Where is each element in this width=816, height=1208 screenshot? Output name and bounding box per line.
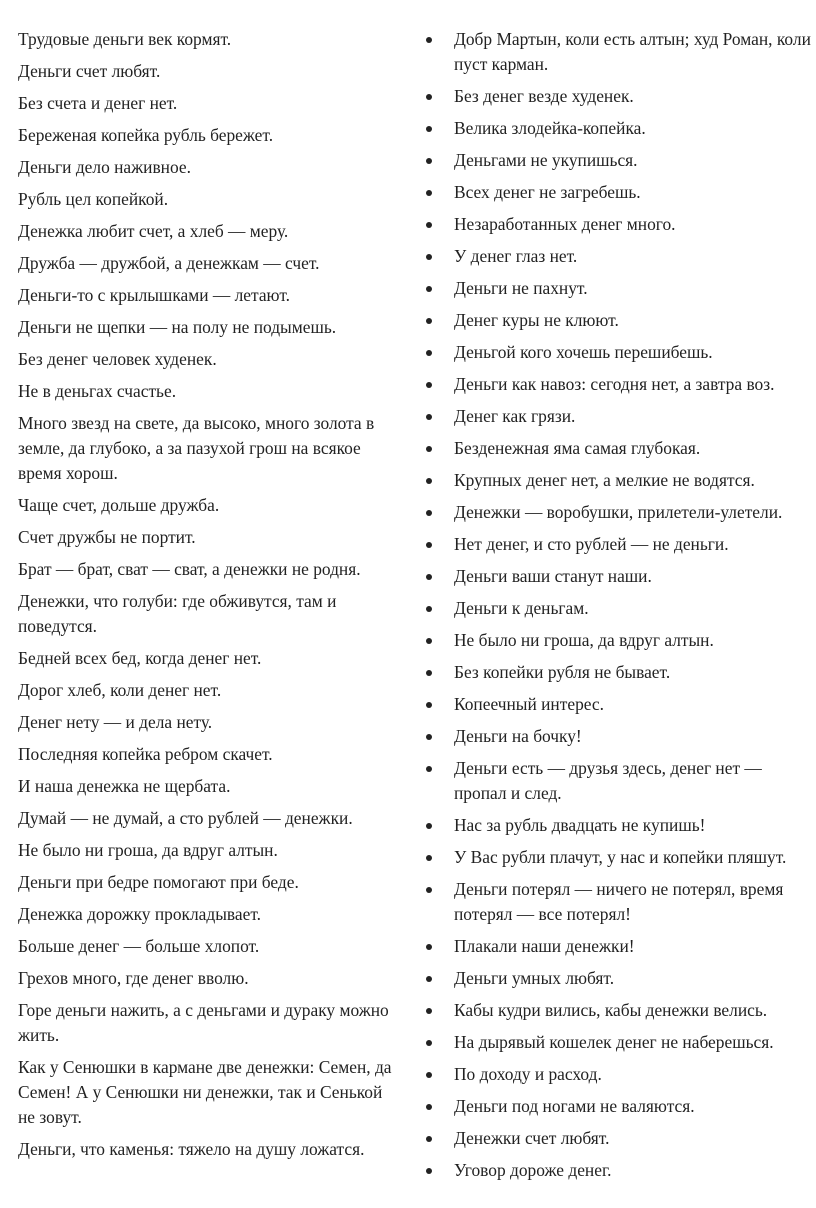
proverb-line: Как у Сенюшки в кармане две денежки: Семен, да Семен! А у Сенюшки ни денежки, так и Сенькой не зовут. (18, 1057, 392, 1127)
bullet-icon (426, 37, 432, 43)
proverb-text: У Вас рубли плачут, у нас и копейки пляшут. (454, 847, 787, 867)
list-item (426, 500, 811, 525)
bullet-icon (426, 638, 432, 644)
proverb-line: Денежка любит счет, а хлеб — меру. (18, 221, 289, 241)
proverb-line: Трудовые деньги век кормят. (18, 29, 232, 49)
proverb-text: Деньги потерял — ничего не потерял, время потерял — все потерял! (454, 879, 784, 924)
proverb-text: Деньги как навоз: сегодня нет, а завтра воз. (454, 374, 775, 394)
bullet-icon (426, 542, 432, 548)
list-item (426, 436, 811, 461)
proverb-text: По доходу и расход. (454, 1064, 602, 1084)
bullet-icon (426, 478, 432, 484)
proverb-line: Горе деньги нажить, а с деньгами и дураку можно жить. (18, 1000, 389, 1045)
proverb-line: Рубль цел копейкой. (18, 189, 169, 209)
bullet-icon (426, 446, 432, 452)
proverb-text: Незаработанных денег много. (454, 214, 676, 234)
proverb-text: Денег как грязи. (454, 406, 576, 426)
bullet-icon (426, 1168, 432, 1174)
bullet-icon (426, 670, 432, 676)
proverb-line: Бедней всех бед, когда денег нет. (18, 648, 262, 668)
bullet-icon (426, 94, 432, 100)
proverb-text: Добр Мартын, коли есть алтын; худ Роман, коли пуст карман. (454, 29, 811, 74)
bullet-icon (426, 222, 432, 228)
list-item (426, 276, 811, 301)
proverb-text: Копеечный интерес. (454, 694, 604, 714)
proverb-line: Денежки, что голуби: где обживутся, там и поведутся. (18, 591, 337, 636)
proverb-line: Не было ни гроша, да вдруг алтын. (18, 840, 278, 860)
proverb-text: Деньги не пахнут. (454, 278, 588, 298)
proverb-line: Денег нету — и дела нету. (18, 712, 213, 732)
proverb-text: Безденежная яма самая глубокая. (454, 438, 701, 458)
proverb-line: Денежка дорожку прокладывает. (18, 904, 261, 924)
list-item (426, 27, 811, 77)
list-item (426, 692, 811, 717)
bullet-icon (426, 766, 432, 772)
proverb-text: Деньгой кого хочешь перешибешь. (454, 342, 713, 362)
proverb-line: Деньги при бедре помогают при беде. (18, 872, 299, 892)
proverb-text: У денег глаз нет. (454, 246, 578, 266)
bullet-icon (426, 734, 432, 740)
proverb-line: Береженая копейка рубль бережет. (18, 125, 274, 145)
list-item (426, 966, 811, 991)
bullet-icon (426, 823, 432, 829)
bullet-icon (426, 286, 432, 292)
proverb-line: Грехов много, где денег вволю. (18, 968, 249, 988)
bullet-icon (426, 976, 432, 982)
proverb-text: Нас за рубль двадцать не купишь! (454, 815, 706, 835)
proverbs-left-column (18, 27, 398, 1169)
proverb-line: Дорог хлеб, коли денег нет. (18, 680, 222, 700)
bullet-icon (426, 574, 432, 580)
proverb-line: Чаще счет, дольше дружба. (18, 495, 220, 515)
bullet-icon (426, 1072, 432, 1078)
proverb-line: Думай — не думай, а сто рублей — денежки. (18, 808, 353, 828)
proverb-text: Деньги есть — друзья здесь, денег нет — пропал и след. (454, 758, 762, 803)
proverb-line: Деньги счет любят. (18, 61, 161, 81)
list-item (426, 148, 811, 173)
proverb-text: Плакали наши денежки! (454, 936, 635, 956)
bullet-icon (426, 1136, 432, 1142)
proverb-text: Не было ни гроша, да вдруг алтын. (454, 630, 714, 650)
list-item (426, 628, 811, 653)
list-item (426, 934, 811, 959)
list-item (426, 84, 811, 109)
proverb-line: Больше денег — больше хлопот. (18, 936, 260, 956)
bullet-icon (426, 702, 432, 708)
list-item (426, 596, 811, 621)
list-item (426, 404, 811, 429)
proverb-text: Денежки — воробушки, прилетели-улетели. (454, 502, 783, 522)
list-item (426, 845, 811, 870)
list-item (426, 756, 811, 806)
list-item (426, 877, 811, 927)
proverb-text: Деньги на бочку! (454, 726, 582, 746)
bullet-icon (426, 158, 432, 164)
list-item (426, 340, 811, 365)
list-item (426, 1062, 811, 1087)
proverb-line: Деньги-то с крылышками — летают. (18, 285, 290, 305)
proverb-text: Деньги ваши станут наши. (454, 566, 652, 586)
bullet-icon (426, 126, 432, 132)
proverb-line: Дружба — дружбой, а денежкам — счет. (18, 253, 320, 273)
list-item (426, 1030, 811, 1055)
proverb-line: Много звезд на свете, да высоко, много золота в земле, да глубоко, а за пазухой грош на всякое время хорош. (18, 413, 375, 483)
proverb-text: Денег куры не клюют. (454, 310, 619, 330)
proverb-line: Не в деньгах счастье. (18, 381, 177, 401)
bullet-icon (426, 1104, 432, 1110)
bullet-icon (426, 254, 432, 260)
proverb-line: Деньги не щепки — на полу не подымешь. (18, 317, 337, 337)
bullet-icon (426, 606, 432, 612)
list-item (426, 813, 811, 838)
proverb-text: Деньгами не укупишься. (454, 150, 638, 170)
list-item (426, 660, 811, 685)
bullet-icon (426, 855, 432, 861)
list-item (426, 1094, 811, 1119)
proverb-text: На дырявый кошелек денег не наберешься. (454, 1032, 774, 1052)
proverb-text: Без денег везде худенек. (454, 86, 634, 106)
list-item (426, 212, 811, 237)
proverb-text: Крупных денег нет, а мелкие не водятся. (454, 470, 755, 490)
proverb-line: Деньги дело наживное. (18, 157, 191, 177)
bullet-icon (426, 318, 432, 324)
proverb-line: Брат — брат, сват — сват, а денежки не родня. (18, 559, 361, 579)
proverb-line: Счет дружбы не портит. (18, 527, 196, 547)
bullet-icon (426, 1040, 432, 1046)
list-item (426, 180, 811, 205)
bullet-icon (426, 382, 432, 388)
proverb-text: Кабы кудри вились, кабы денежки велись. (454, 1000, 768, 1020)
bullet-icon (426, 414, 432, 420)
proverb-line: Деньги, что каменья: тяжело на душу ложатся. (18, 1139, 365, 1159)
list-item (426, 998, 811, 1023)
bullet-icon (426, 190, 432, 196)
proverb-text: Велика злодейка-копейка. (454, 118, 646, 138)
proverb-line: Без денег человек худенек. (18, 349, 217, 369)
proverb-line: Последняя копейка ребром скачет. (18, 744, 273, 764)
proverb-text: Уговор дороже денег. (454, 1160, 612, 1180)
list-item (426, 564, 811, 589)
proverb-line: Без счета и денег нет. (18, 93, 178, 113)
bullet-icon (426, 887, 432, 893)
proverb-text: Всех денег не загребешь. (454, 182, 641, 202)
proverb-text: Деньги умных любят. (454, 968, 615, 988)
proverbs-right-column (426, 27, 811, 1190)
proverbs-bullet-list (426, 27, 811, 1183)
proverb-line: И наша денежка не щербата. (18, 776, 231, 796)
list-item (426, 468, 811, 493)
proverb-text: Деньги под ногами не валяются. (454, 1096, 695, 1116)
bullet-icon (426, 350, 432, 356)
list-item (426, 1126, 811, 1151)
list-item (426, 116, 811, 141)
list-item (426, 244, 811, 269)
proverb-text: Без копейки рубля не бывает. (454, 662, 671, 682)
bullet-icon (426, 510, 432, 516)
list-item (426, 532, 811, 557)
list-item (426, 308, 811, 333)
list-item (426, 1158, 811, 1183)
list-item (426, 372, 811, 397)
bullet-icon (426, 944, 432, 950)
list-item (426, 724, 811, 749)
bullet-icon (426, 1008, 432, 1014)
proverb-text: Нет денег, и сто рублей — не деньги. (454, 534, 729, 554)
proverb-text: Денежки счет любят. (454, 1128, 610, 1148)
proverb-text: Деньги к деньгам. (454, 598, 589, 618)
